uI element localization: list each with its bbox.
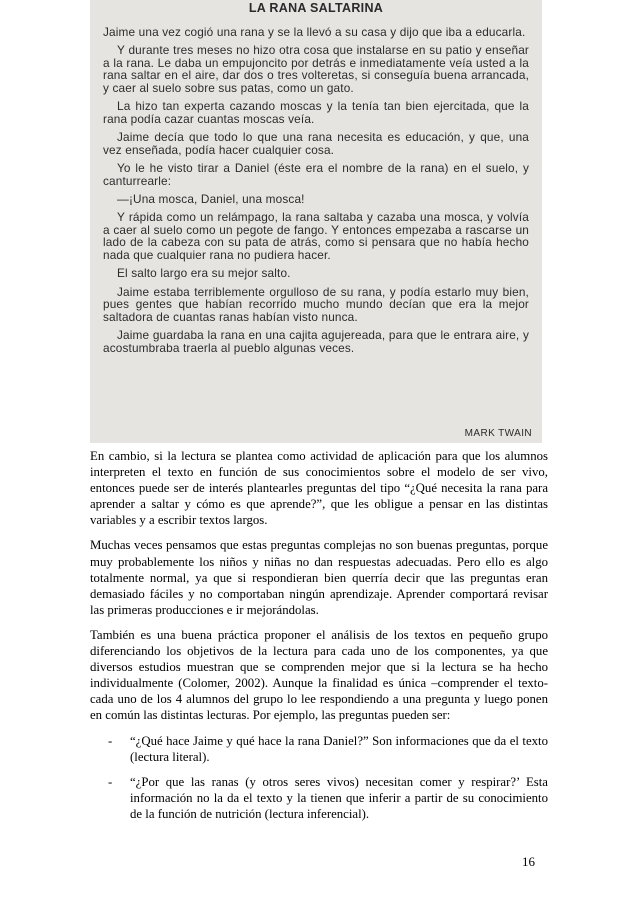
story-paragraph: Jaime estaba terriblemente orgulloso de su rana, y podía estarlo muy bien, pues gentes que habían recorrido mucho mundo decían que era la mejor saltadora de cuantas ranas habían visto nunca. — [103, 284, 529, 324]
story-paragraph: La hizo tan experta cazando moscas y la tenía tan bien ejercitada, que la rana podía cazar cuantas moscas veía. — [103, 99, 529, 126]
list-item-text: “¿Por que las ranas (y otros seres vivos) necesitan comer y respirar?’ Esta información no la da el texto y la tienen que inferir a partir de su conocimiento de la función de nutrición (lectura inferencial). — [130, 774, 548, 821]
story-body — [103, 26, 529, 360]
story-paragraph: Jaime decía que todo lo que una rana necesita es educación, y que, una vez enseñada, podía hacer cualquier cosa. — [103, 130, 529, 157]
list-item-text: “¿Qué hace Jaime y qué hace la rana Daniel?” Son informaciones que da el texto (lectura literal). — [130, 733, 548, 764]
list-item — [90, 774, 548, 822]
body-paragraph: En cambio, si la lectura se plantea como actividad de aplicación para que los alumnos interpreten el texto en función de sus conocimientos sobre el modelo de ser vivo, entonces puede ser de interés plantearles preguntas del tipo “¿Qué necesita la rana para aprender a saltar y cómo es que aprende?”, que les obligue a pensar en las distintas variables y a escribir textos largos. — [90, 449, 548, 528]
story-paragraph: El salto largo era su mejor salto. — [117, 266, 291, 281]
story-title: LA RANA SALTARINA — [248, 1, 384, 15]
scanned-story-image — [90, 0, 542, 443]
story-author: MARK TWAIN — [464, 428, 532, 439]
body-paragraph: También es una buena práctica proponer el análisis de los textos en pequeño grupo diferenciando los objetivos de la lectura para cada uno de los componentes, ya que diversos estudios muestran que se comprenden mejor que si la lectura se ha hecho individualmente (Colomer, 2002). Aunque la finalidad es única –comprender el texto- cada uno de los 4 alumnos del grupo lo lee respondiendo a una pregunta y luego ponen en común las distintas lecturas. Por ejemplo, las preguntas pueden ser: — [90, 627, 548, 723]
body-paragraph: Muchas veces pensamos que estas preguntas complejas no son buenas preguntas, porque muy probablemente los niños y niñas no dan respuestas adecuadas. Pero ello es algo totalmente normal, ya que si respondieran bien querría decir que las preguntas eran demasiado fáciles y no comportaban ningún aprendizaje. Aprender comportará revisar las primeras producciones e ir mejorándolas. — [90, 538, 548, 617]
story-paragraph: Jaime una vez cogió una rana y se la llevó a su casa y dijo que iba a educarla. — [103, 25, 526, 39]
list-dash: - — [108, 733, 113, 748]
page-number: 16 — [522, 854, 535, 869]
document-body — [90, 448, 548, 831]
story-paragraph: Jaime guardaba la rana en una cajita agujereada, para que le entrara aire, y acostumbraba traerla al pueblo algunas veces. — [103, 328, 529, 355]
list-item — [90, 733, 548, 765]
story-paragraph: Y rápida como un relámpago, la rana saltaba y cazaba una mosca, y volvía a caer al suelo como un pegote de fango. Y entonces empezaba a rascarse un lado de la cabeza con su pata de atrás, como si pensara que no había hecho nada que cualquier rana no pudiera hacer. — [103, 210, 529, 263]
question-list — [90, 733, 548, 822]
story-paragraph: —¡Una mosca, Daniel, una mosca! — [117, 191, 305, 206]
story-paragraph: Yo le he visto tirar a Daniel (éste era el nombre de la rana) en el suelo, y canturrearle: — [103, 161, 529, 188]
story-paragraph: Y durante tres meses no hizo otra cosa que instalarse en su patio y enseñar a la rana. Le daba un empujoncito por detrás e inmediatamente veía usted a la rana saltar en el aire, dar dos o tres volteretas, si conseguía buena arrancada, y caer al suelo sobre sus patas, como un gato. — [103, 43, 529, 96]
list-dash: - — [108, 774, 113, 789]
